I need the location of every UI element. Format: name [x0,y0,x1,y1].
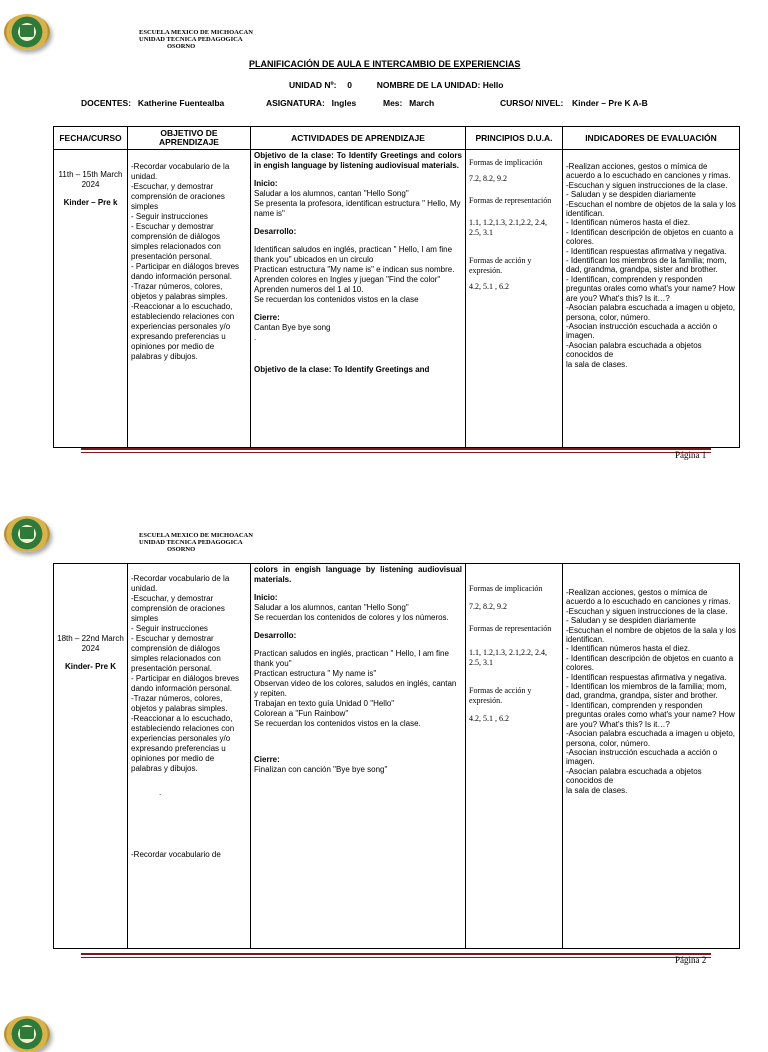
activity-line: Aprenden colores en Ingles y juegan "Find the color" [254,275,441,284]
header-actividades: ACTIVIDADES DE APRENDIZAJE [251,127,466,150]
header-principios: PRINCIPIOS D.U.A. [466,127,563,150]
indicator-item: -Realizan acciones, gestos o mímica de acuerdo a lo escuchado en canciones y rimas. [566,162,731,181]
header-objetivo: OBJETIVO DE APRENDIZAJE [128,127,251,150]
footer-rule [81,448,711,450]
subject-label: ASIGNATURA: [266,98,325,108]
activity-line: Se recuerdan los contenidos de colores y los números. [254,613,449,622]
objective-item-cut: -Recordar vocabulario de [131,850,221,859]
objective-item: - Participar en diálogos breves dando información personal. [131,674,240,693]
indicators-cell [563,150,740,448]
activities-cell [251,150,466,448]
indicator-item: - Identifican, comprenden y responden preguntas orales como what's your name? How are you? What's this? Is it…? [566,274,735,303]
unit-info [289,80,503,90]
header-fecha: FECHA/CURSO [54,127,128,150]
indicator-item: - Identifican los miembros de la familia; mom, dad, grandma, grandpa, sister and brother. [566,256,727,275]
principle-rep-values: 1.1, 1.2,1.3, 2.1,2.2, 2.4, 2.5, 3.1 [469,648,547,667]
school-header [139,532,253,554]
indicator-item: -Realizan acciones, gestos o mímica de acuerdo a lo escuchado en canciones y rimas. [566,588,731,607]
unit-number-label: UNIDAD Nº: [289,80,337,90]
indicator-item: -Asocian palabra escuchada a objetos conocidos de [566,340,702,360]
school-name: ESCUELA MEXICO DE MICHOACAN [139,29,253,36]
class-objective: Objetivo de la clase: To Identify Greetings and colors in engish language by listening audiovisual materials. [254,151,462,170]
school-city: OSORNO [167,43,196,51]
objective-item: -Trazar números, colores, objetos y palabras simples. [131,694,228,713]
activity-line: Saludar a los alumnos, cantan "Hello Song" [254,189,409,198]
indicator-item: -Asocian instrucción escuchada a acción o imagen. [566,747,718,767]
indicator-item: -Escuchan el nombre de objetos de la sala y los identifican. [566,625,736,645]
indicator-item: -Escuchan y siguen instrucciones de la clase. [566,180,728,190]
dot-mark: . [159,788,162,797]
principle-rep-values: 1.1, 1.2,1.3, 2.1,2.2, 2.4, 2.5, 3.1 [469,218,547,237]
activity-line: Colorean a "Fun Rainbow" [254,709,349,718]
objective-item: - Seguir instrucciones [131,212,208,221]
inicio-label: Inicio: [254,593,278,602]
subject-info [266,98,356,108]
indicator-item: - Identifican respuestas afirmativa y negativa. [566,246,727,256]
activity-line: Practican estructura " My name is" [254,669,377,678]
indicator-item: -Escuchan y siguen instrucciones de la clase. [566,606,728,616]
objective-item: -Trazar números, colores, objetos y palabras simples. [131,282,228,301]
document-title: PLANIFICACIÓN DE AULA E INTERCAMBIO DE EXPERIENCIAS [249,59,521,69]
principle-impl-values: 7.2, 8.2, 9.2 [469,174,507,183]
principle-acc-values: 4.2, 5.1 , 6.2 [469,714,509,723]
activity-line: Trabajan en texto guía Unidad 0 "Hello" [254,699,395,708]
indicator-item: -Asocian palabra escuchada a objetos conocidos de [566,766,702,786]
activity-line: Se recuerdan los contenidos vistos en la clase. [254,719,421,728]
principle-impl-values: 7.2, 8.2, 9.2 [469,602,507,611]
course-label: CURSO/ NIVEL: [500,98,564,108]
activity-line: Aprenden numeros del 1 al 10. [254,285,364,294]
activity-line: Se recuerdan los contenidos vistos en la clase [254,295,419,304]
activity-line: Se presenta la profesora, identifican estructura " Hello, My name is" [254,199,461,218]
unit-name-value: Hello [482,80,504,90]
footer-rule-thin [81,957,711,958]
principle-acc-label: Formas de acción y expresión. [469,686,532,705]
principle-acc-values: 4.2, 5.1 , 6.2 [469,282,509,291]
indicator-item: - Identifican números hasta el diez. [566,644,691,654]
objectives-cell [128,564,251,949]
teachers-label: DOCENTES: [81,98,132,108]
page-number: Página 1 [675,450,707,460]
principles-cell [466,150,563,448]
indicators-cell [563,564,740,949]
indicator-item: - Saludan y se despiden diariamente [566,616,696,626]
principle-rep-label: Formas de representación [469,196,552,205]
school-unit: UNIDAD TECNICA PEDAGOGICA [139,36,243,44]
principle-acc-label: Formas de acción y expresión. [469,256,532,275]
dot-mark: . [254,333,257,342]
activity-line: Cantan Bye bye song [254,323,331,332]
course-level: Kinder- Pre K [64,662,117,671]
teachers-info [81,98,224,108]
school-name: ESCUELA MEXICO DE MICHOACAN [139,532,253,539]
desarrollo-label: Desarrollo: [254,631,297,640]
objective-item: -Recordar vocabulario de la unidad. [131,162,230,181]
indicator-item: -Escuchan el nombre de objetos de la sala y los identifican. [566,199,736,219]
principle-impl-label: Formas de implicación [469,158,543,167]
planning-table-page1 [53,126,740,448]
objective-item: -Escuchar, y demostrar comprensión de oraciones simples [131,594,225,623]
indicator-item: - Identifican descripción de objetos en cuanto a colores. [566,227,734,247]
class-objective-cut: Objetivo de la clase: To Identify Greetings and [254,365,430,374]
indicator-item: la sala de clases. [566,785,628,795]
indicator-item: -Asocian palabra escuchada a imagen u objeto, persona, color, número. [566,729,735,748]
indicator-item: la sala de clases. [566,359,628,369]
course-value: Kinder – Pre K A-B [572,98,648,108]
desarrollo-label: Desarrollo: [254,227,297,236]
activity-line: Saludar a los alumnos, cantan "Hello Song" [254,603,409,612]
principle-impl-label: Formas de implicación [469,584,543,593]
objective-item: - Seguir instrucciones [131,624,208,633]
date-range: 11th – 15th March 2024 [58,170,123,189]
header-indicadores: INDICADORES DE EVALUACIÓN [563,127,740,150]
activity-line: Practican estructura "My name is" e indican sus nombre. [254,265,455,274]
indicator-item: -Asocian instrucción escuchada a acción o imagen. [566,321,718,341]
date-cell [54,150,128,448]
objective-item: - Escuchar y demostrar comprensión de diálogos simples relacionados con presentación personal. [131,222,221,261]
course-level: Kinder – Pre k [63,198,118,207]
school-logo [4,14,50,50]
indicator-item: -Asocian palabra escuchada a imagen u objeto, persona, color, número. [566,303,735,322]
planning-table-page2 [53,563,740,949]
footer-rule-thin [81,452,711,453]
unit-number-value: 0 [347,80,352,90]
page-number: Página 2 [675,955,707,965]
objective-item: -Reaccionar a lo escuchado, estableciendo relaciones con experiencias personales y/o expresando preferencias u opiniones por medio de palabras y dibujos. [131,302,235,361]
indicator-item: - Identifican respuestas afirmativa y negativa. [566,672,727,682]
objectives-cell [128,150,251,448]
school-logo [4,516,50,552]
indicator-item: - Identifican números hasta el diez. [566,218,691,228]
indicator-item: - Identifican los miembros de la familia; mom, dad, grandma, grandpa, sister and brother. [566,682,727,701]
school-header [139,29,253,51]
activities-cell [251,564,466,949]
principles-cell [466,564,563,949]
cierre-label: Cierre: [254,313,280,322]
indicator-item: - Identifican descripción de objetos en cuanto a colores. [566,653,734,673]
school-unit: UNIDAD TECNICA PEDAGOGICA [139,539,243,547]
month-value: March [409,98,435,108]
activity-line: Observan video de los colores, saludos en inglés, cantan y repiten. [254,679,457,698]
school-city: OSORNO [167,546,196,554]
date-range: 18th – 22nd March 2024 [57,634,124,653]
school-logo [4,1016,50,1052]
cierre-label: Cierre: [254,755,280,764]
teachers-value: Katherine Fuentealba [137,98,225,108]
activity-line: Finalizan con canción "Bye bye song" [254,765,388,774]
month-info [383,98,434,108]
activity-line: Practican saludos en inglés, practican " Hello, I am fine thank you" [254,649,449,668]
principle-rep-label: Formas de representación [469,624,552,633]
course-info [500,98,648,108]
objective-item: -Reaccionar a lo escuchado, estableciendo relaciones con experiencias personales y/o expresando preferencias u opiniones por medio de palabras y dibujos. [131,714,235,773]
date-cell [54,564,128,949]
month-label: Mes: [383,98,403,108]
indicator-item: - Saludan y se despiden diariamente [566,190,696,200]
footer-rule [81,953,711,955]
objective-item: -Escuchar, y demostrar comprensión de oraciones simples [131,182,225,211]
objective-item: - Participar en diálogos breves dando información personal. [131,262,240,281]
class-objective-continued: colors in engish language by listening audiovisual materials. [254,565,462,584]
subject-value: Ingles [331,98,357,108]
indicator-item: - Identifican, comprenden y responden preguntas orales como what's your name? How are you? What's this? Is it…? [566,700,735,729]
unit-name-label: NOMBRE DE LA UNIDAD: [376,80,481,90]
inicio-label: Inicio: [254,179,278,188]
objective-item: - Escuchar y demostrar comprensión de diálogos simples relacionados con presentación personal. [131,634,221,673]
activity-line: Identifican saludos en inglés, practican " Hello, I am fine thank you" ubicados en un circulo [254,245,453,264]
objective-item: -Recordar vocabulario de la unidad. [131,574,230,593]
